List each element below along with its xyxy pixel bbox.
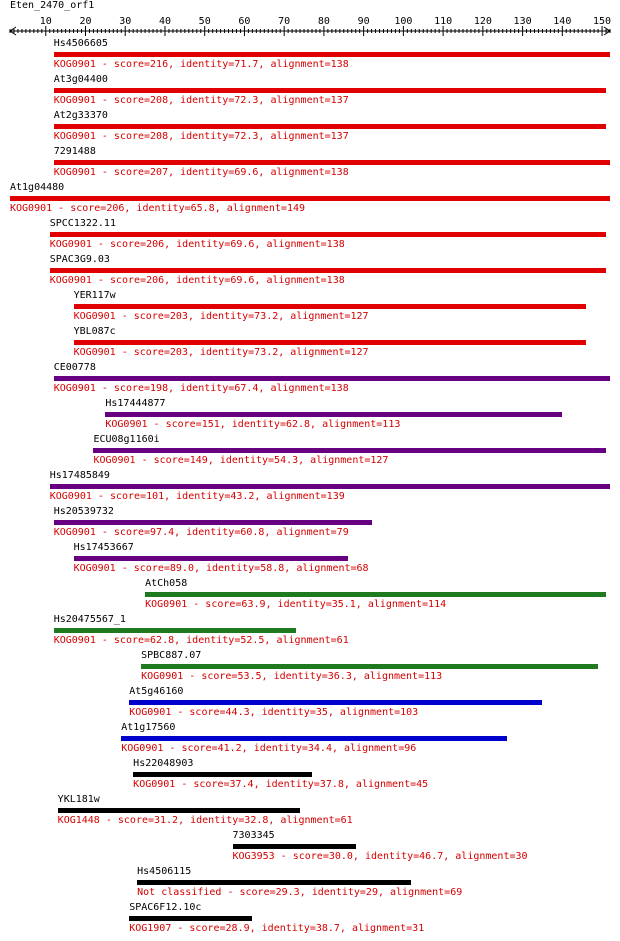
alignment-bar[interactable] <box>141 664 598 669</box>
hit-description-link[interactable]: Not classified - score=29.3, identity=29, alignment=69 <box>137 887 463 898</box>
hit-name-link[interactable]: SPCC1322.11 <box>49 218 116 229</box>
hit-description-link[interactable]: KOG0901 - score=149, identity=54.3, alignment=127 <box>93 455 389 466</box>
hit-description-link[interactable]: KOG0901 - score=207, identity=69.6, alignment=138 <box>53 167 349 178</box>
alignment-bar[interactable] <box>129 700 542 705</box>
axis-tick-label: 120 <box>473 16 492 27</box>
hit-name-link[interactable]: At2g33370 <box>53 110 108 121</box>
hit-description-link[interactable]: KOG0901 - score=203, identity=73.2, alignment=127 <box>73 311 369 322</box>
hit-description-link[interactable]: KOG0901 - score=97.4, identity=60.8, alignment=79 <box>53 527 349 538</box>
hit-name-link[interactable]: Hs17485849 <box>49 470 110 481</box>
hit-description-link[interactable]: KOG3953 - score=30.0, identity=46.7, alignment=30 <box>232 851 528 862</box>
hit-row <box>0 650 620 686</box>
hit-name-link[interactable]: YER117w <box>73 290 116 301</box>
hit-description-link[interactable]: KOG0901 - score=63.9, identity=35.1, alignment=114 <box>145 599 447 610</box>
hit-name-link[interactable]: SPBC887.07 <box>141 650 202 661</box>
axis-tick-label: 60 <box>238 16 251 27</box>
hit-name-link[interactable]: CE00778 <box>53 362 96 373</box>
hit-name-link[interactable]: At5g46160 <box>129 686 184 697</box>
hit-row <box>0 434 620 470</box>
hit-name-link[interactable]: ECU08g1160i <box>93 434 160 445</box>
hit-description-link[interactable]: KOG0901 - score=198, identity=67.4, alignment=138 <box>53 383 349 394</box>
query-title: Eten_2470_orf1 <box>10 0 95 11</box>
hit-name-link[interactable]: At1g04480 <box>10 182 65 193</box>
hit-name-link[interactable]: At3g04400 <box>53 74 108 85</box>
axis-tick-label: 70 <box>278 16 291 27</box>
alignment-bar[interactable] <box>74 340 587 345</box>
hit-description-link[interactable]: KOG0901 - score=203, identity=73.2, alignment=127 <box>73 347 369 358</box>
hit-row <box>0 290 620 326</box>
hit-description-link[interactable]: KOG0901 - score=44.3, identity=35, alignment=103 <box>129 707 419 718</box>
axis-tick-label: 100 <box>394 16 413 27</box>
alignment-bar[interactable] <box>105 412 562 417</box>
alignment-bar[interactable] <box>54 124 606 129</box>
axis-tick-label: 20 <box>79 16 92 27</box>
hit-row <box>0 470 620 506</box>
axis-tick-label: 90 <box>357 16 370 27</box>
hit-row <box>0 362 620 398</box>
axis-tick-label: 40 <box>158 16 171 27</box>
alignment-bar[interactable] <box>50 484 610 489</box>
alignment-bar[interactable] <box>54 52 610 57</box>
hit-row <box>0 758 620 794</box>
hit-row <box>0 578 620 614</box>
axis-tick-label: 30 <box>119 16 132 27</box>
hit-row <box>0 146 620 182</box>
hit-name-link[interactable]: Hs20539732 <box>53 506 114 517</box>
alignment-bar[interactable] <box>54 376 610 381</box>
axis-tick-label: 140 <box>553 16 572 27</box>
hit-name-link[interactable]: Hs22048903 <box>133 758 194 769</box>
hit-description-link[interactable]: KOG0901 - score=37.4, identity=37.8, alignment=45 <box>133 779 429 790</box>
alignment-bar[interactable] <box>145 592 606 597</box>
alignment-bar[interactable] <box>50 268 606 273</box>
alignment-bar[interactable] <box>233 844 356 849</box>
hit-description-link[interactable]: KOG1907 - score=28.9, identity=38.7, alignment=31 <box>129 923 425 934</box>
hit-description-link[interactable]: KOG0901 - score=151, identity=62.8, alignment=113 <box>105 419 401 430</box>
hit-row <box>0 398 620 434</box>
hit-row <box>0 686 620 722</box>
axis-tick-label: 10 <box>39 16 52 27</box>
hit-row <box>0 218 620 254</box>
hit-description-link[interactable]: KOG0901 - score=41.2, identity=34.4, alignment=96 <box>121 743 417 754</box>
alignment-bar[interactable] <box>10 196 610 201</box>
alignment-bar[interactable] <box>137 880 411 885</box>
hit-name-link[interactable]: Hs4506605 <box>53 38 108 49</box>
hit-description-link[interactable]: KOG0901 - score=53.5, identity=36.3, alignment=113 <box>141 671 443 682</box>
alignment-bar[interactable] <box>121 736 506 741</box>
hit-row <box>0 110 620 146</box>
axis-tick-label: 150 <box>593 16 612 27</box>
hit-row <box>0 182 620 218</box>
hit-name-link[interactable]: SPAC3G9.03 <box>49 254 110 265</box>
hit-row <box>0 542 620 578</box>
hit-description-link[interactable]: KOG0901 - score=208, identity=72.3, alignment=137 <box>53 95 349 106</box>
hit-description-link[interactable]: KOG1448 - score=31.2, identity=32.8, alignment=61 <box>57 815 353 826</box>
alignment-bar[interactable] <box>54 520 372 525</box>
hit-description-link[interactable]: KOG0901 - score=208, identity=72.3, alignment=137 <box>53 131 349 142</box>
hit-name-link[interactable]: Hs17444877 <box>105 398 166 409</box>
hit-row <box>0 902 620 938</box>
hit-name-link[interactable]: Hs4506115 <box>137 866 192 877</box>
hit-row <box>0 326 620 362</box>
axis-tick-label: 50 <box>198 16 211 27</box>
hit-row <box>0 830 620 866</box>
alignment-bar[interactable] <box>129 916 252 921</box>
axis-tick-label: 110 <box>434 16 453 27</box>
hit-name-link[interactable]: YKL181w <box>57 794 100 805</box>
alignment-bar[interactable] <box>93 448 606 453</box>
axis-tick-label: 130 <box>513 16 532 27</box>
hit-row <box>0 254 620 290</box>
alignment-bar[interactable] <box>54 628 296 633</box>
axis-tick-label: 80 <box>317 16 330 27</box>
alignment-bar[interactable] <box>54 160 610 165</box>
hit-description-link[interactable]: KOG0901 - score=101, identity=43.2, alignment=139 <box>49 491 345 502</box>
alignment-bar[interactable] <box>54 88 606 93</box>
hit-description-link[interactable]: KOG0901 - score=62.8, identity=52.5, alignment=61 <box>53 635 349 646</box>
hit-description-link[interactable]: KOG0901 - score=206, identity=69.6, alignment=138 <box>49 275 345 286</box>
alignment-bar[interactable] <box>74 304 587 309</box>
hit-name-link[interactable]: AtCh058 <box>145 578 188 589</box>
hit-row <box>0 74 620 110</box>
hit-description-link[interactable]: KOG0901 - score=206, identity=65.8, alignment=149 <box>10 203 306 214</box>
hit-name-link[interactable]: At1g17560 <box>121 722 176 733</box>
hit-name-link[interactable]: YBL087c <box>73 326 116 337</box>
hit-description-link[interactable]: KOG0901 - score=89.0, identity=58.8, alignment=68 <box>73 563 369 574</box>
hit-row <box>0 614 620 650</box>
alignment-bar[interactable] <box>58 808 300 813</box>
hit-row <box>0 38 620 74</box>
hit-row <box>0 722 620 758</box>
alignment-bar[interactable] <box>50 232 606 237</box>
hit-row <box>0 866 620 902</box>
hit-description-link[interactable]: KOG0901 - score=216, identity=71.7, alignment=138 <box>53 59 349 70</box>
alignment-bar[interactable] <box>133 772 312 777</box>
hit-name-link[interactable]: Hs17453667 <box>73 542 134 553</box>
hit-row <box>0 506 620 542</box>
hit-name-link[interactable]: SPAC6F12.10c <box>129 902 202 913</box>
hit-description-link[interactable]: KOG0901 - score=206, identity=69.6, alignment=138 <box>49 239 345 250</box>
hit-name-link[interactable]: Hs20475567_1 <box>53 614 126 625</box>
hit-name-link[interactable]: 7303345 <box>232 830 275 841</box>
alignment-bar[interactable] <box>74 556 348 561</box>
hit-name-link[interactable]: 7291488 <box>53 146 96 157</box>
hit-row <box>0 794 620 830</box>
